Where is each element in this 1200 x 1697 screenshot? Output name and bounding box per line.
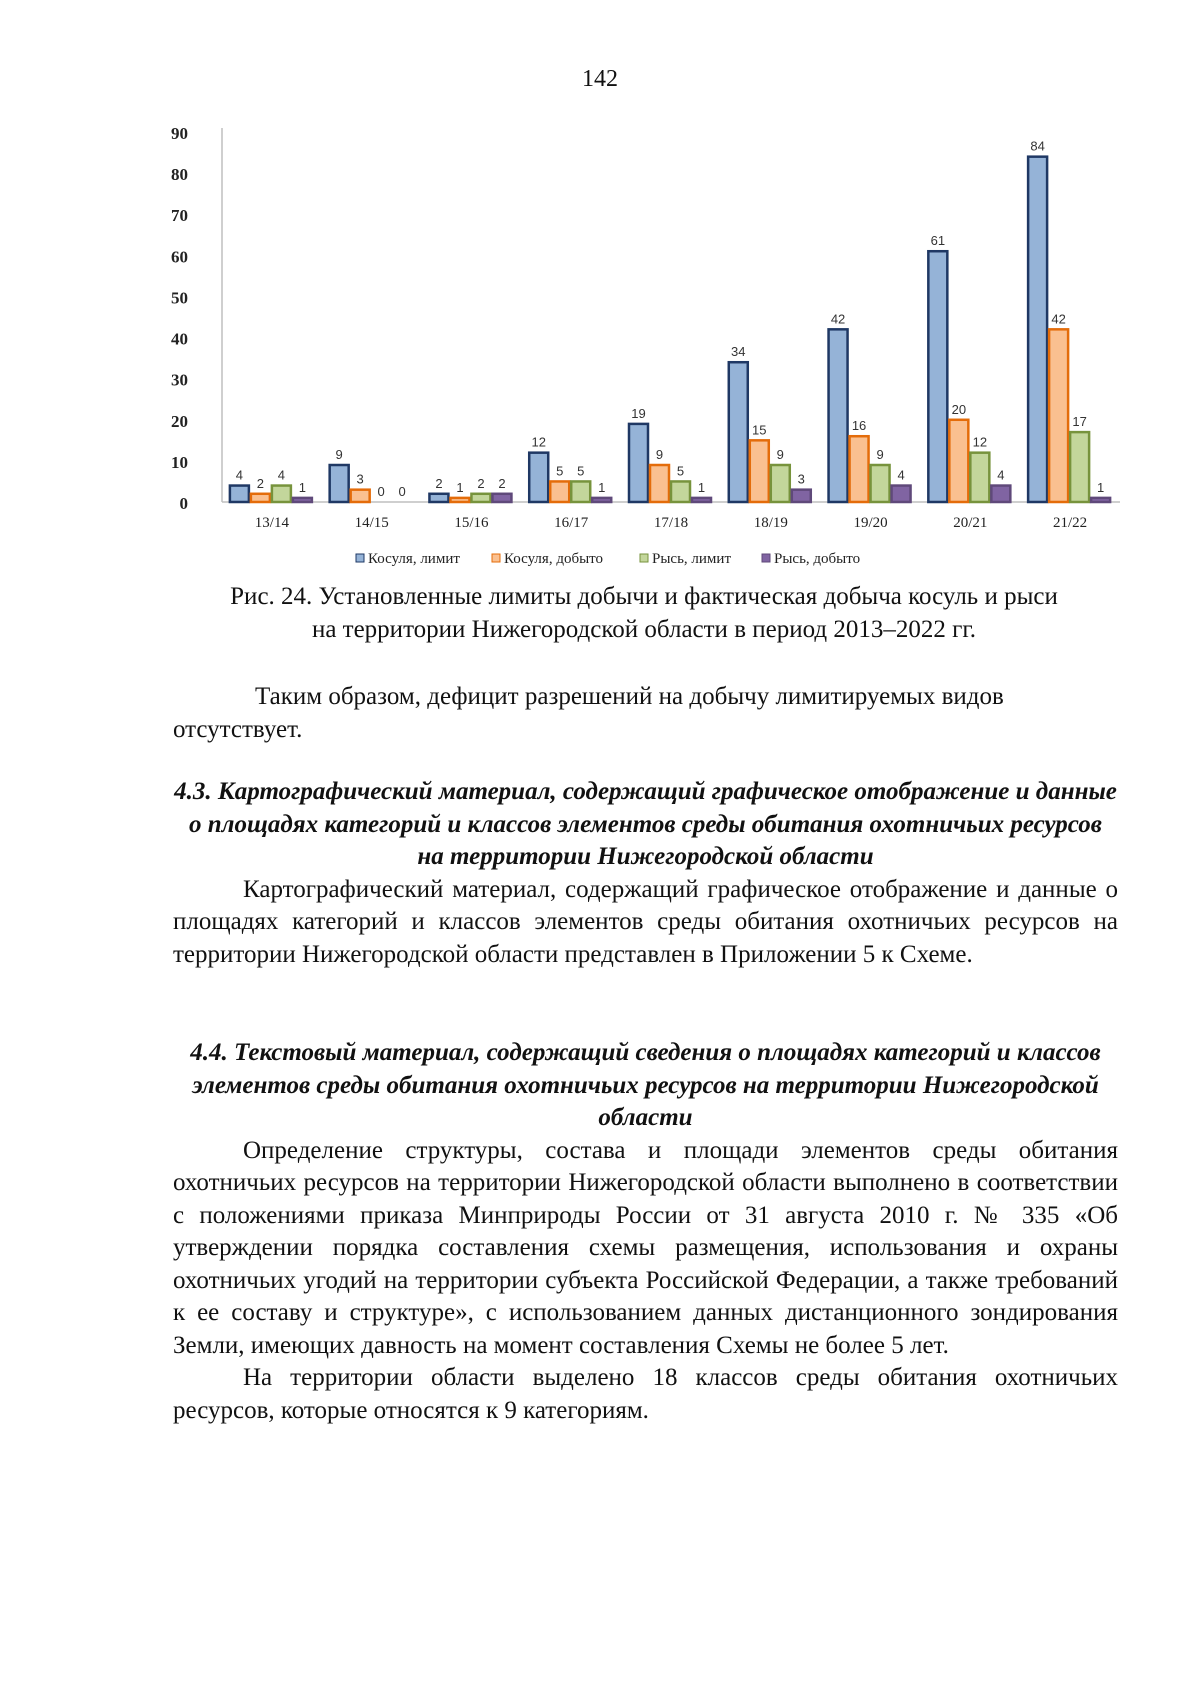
data-label: 1 <box>456 479 464 495</box>
data-label: 2 <box>498 475 506 491</box>
bar <box>571 481 590 502</box>
x-tick-label: 15/16 <box>454 515 489 531</box>
bar <box>272 486 291 502</box>
legend-swatch <box>762 554 770 562</box>
data-label: 16 <box>851 418 867 434</box>
y-tick-label: 20 <box>171 411 188 431</box>
data-label: 4 <box>235 467 244 483</box>
data-label: 19 <box>631 405 646 421</box>
conclusion-line-2: отсутствует. <box>173 715 303 743</box>
figure-caption <box>170 580 1118 646</box>
chart-svg <box>170 110 1130 575</box>
bar <box>351 490 370 502</box>
data-label: 15 <box>752 422 767 438</box>
legend-swatch <box>492 554 500 562</box>
legend-label: Рысь, лимит <box>652 551 732 567</box>
caption-line-2: на территории Нижегородской области в период 2013–2022 гг. <box>311 616 977 643</box>
bar <box>592 498 611 502</box>
conclusion-line-1: Таким образом, дефицит разрешений на добычу лимитируемых видов <box>255 683 1004 710</box>
legend-label: Косуля, добыто <box>504 551 604 567</box>
bar-chart <box>170 110 1130 575</box>
bar <box>1070 432 1089 502</box>
bar <box>330 465 349 502</box>
bar <box>1028 157 1047 502</box>
legend-label: Рысь, добыто <box>774 551 861 567</box>
bar <box>850 436 869 502</box>
bar <box>450 498 469 502</box>
bar <box>429 494 448 502</box>
bar <box>729 362 748 502</box>
bar <box>991 486 1010 502</box>
x-tick-label: 20/21 <box>953 515 988 531</box>
section-4-4-body-2: На территории области выделено 18 классов среды обитания охотничьих ресурсов, которые относятся к 9 категориям. <box>173 1364 1118 1424</box>
conclusion-paragraph <box>173 681 1118 746</box>
y-tick-label: 80 <box>171 165 188 185</box>
x-tick-label: 14/15 <box>354 515 389 531</box>
data-label: 5 <box>577 463 585 479</box>
bar <box>829 329 848 502</box>
bar <box>529 453 548 502</box>
legend-swatch <box>640 554 648 562</box>
data-label: 4 <box>997 467 1005 483</box>
bar <box>1091 498 1110 502</box>
bar <box>1049 329 1068 502</box>
data-label: 5 <box>556 463 564 479</box>
bar <box>293 498 312 502</box>
data-label: 1 <box>1096 479 1105 495</box>
bar <box>492 494 511 502</box>
x-tick-label: 17/18 <box>653 515 689 531</box>
bar <box>771 465 790 502</box>
bar <box>471 494 490 502</box>
data-label: 61 <box>930 233 946 249</box>
data-label: 4 <box>277 467 286 483</box>
y-tick-label: 70 <box>171 206 188 226</box>
bar <box>671 481 690 502</box>
y-tick-label: 0 <box>179 494 188 513</box>
x-tick-label: 18/19 <box>753 515 788 531</box>
caption-line-1: Рис. 24. Установленные лимиты добычи и фактическая добыча косуль и рыси <box>230 583 1058 610</box>
bar <box>892 486 911 502</box>
legend-swatch <box>356 554 364 562</box>
data-label: 5 <box>676 463 685 479</box>
section-4-3-body: Картографический материал, содержащий графическое отображение и данные о площадях категорий и классов элементов среды обитания охотничьих ресурсов на территории Нижегородской области представлен в Приложении 5 к Схеме. <box>173 875 1118 968</box>
y-tick-label: 10 <box>171 452 188 472</box>
y-tick-label: 60 <box>171 247 188 267</box>
bar <box>970 453 989 502</box>
data-label: 2 <box>256 475 265 491</box>
section-4-3 <box>173 776 1118 971</box>
data-label: 9 <box>876 447 884 462</box>
y-tick-label: 90 <box>171 124 188 143</box>
data-label: 9 <box>776 447 784 462</box>
data-label: 84 <box>1030 138 1045 154</box>
y-tick-label: 40 <box>171 329 188 349</box>
data-label: 1 <box>298 479 307 495</box>
data-label: 2 <box>435 475 443 491</box>
section-4-4 <box>173 1037 1118 1427</box>
bar <box>949 420 968 502</box>
data-label: 0 <box>398 484 406 499</box>
data-label: 0 <box>377 484 385 499</box>
data-label: 34 <box>731 344 746 360</box>
data-label: 20 <box>951 401 967 417</box>
data-label: 42 <box>830 311 846 327</box>
y-tick-label: 50 <box>171 288 188 308</box>
data-label: 1 <box>598 479 606 495</box>
bar <box>650 465 669 502</box>
data-label: 9 <box>335 447 343 462</box>
data-label: 9 <box>655 447 664 462</box>
legend-label: Косуля, лимит <box>368 551 460 567</box>
data-label: 4 <box>897 467 905 483</box>
y-tick-label: 30 <box>171 370 188 390</box>
x-tick-label: 21/22 <box>1053 515 1088 531</box>
bar <box>928 251 947 502</box>
data-label: 12 <box>531 434 546 450</box>
section-4-4-body-1: Определение структуры, состава и площади элементов среды обитания охотничьих ресурсов на территории Нижегородской области выполнено в соответствии с положениями приказа Минприроды России от 31 августа 2010 г. № 335 «Об утверждении порядка составления схемы размещения, использования и охраны охотничьих угодий на территории субъекта Российской Федерации, а также требований к ее составу и структуре», с использованием данных дистанционного зондирования Земли, имеющих давность на момент составления Схемы не более 5 лет. <box>173 1136 1118 1359</box>
bar <box>792 490 811 502</box>
bar <box>629 424 648 502</box>
bar <box>692 498 711 502</box>
data-label: 3 <box>356 471 364 487</box>
x-tick-label: 19/20 <box>853 515 888 531</box>
x-tick-label: 13/14 <box>254 515 289 531</box>
page-number: 142 <box>582 66 618 92</box>
data-label: 42 <box>1051 311 1066 327</box>
data-label: 1 <box>697 479 706 495</box>
data-label: 17 <box>1072 414 1087 430</box>
x-tick-label: 16/17 <box>554 515 589 531</box>
bar <box>230 486 249 502</box>
section-4-4-heading: 4.4. Текстовый материал, содержащий сведения о площадях категорий и классов элементов среды обитания охотничьих ресурсов на территории Нижегородской области <box>190 1039 1101 1131</box>
data-label: 3 <box>797 471 805 487</box>
data-label: 2 <box>477 475 485 491</box>
bar <box>550 481 569 502</box>
bar <box>251 494 270 502</box>
bar <box>750 440 769 502</box>
data-label: 12 <box>972 434 988 450</box>
bar <box>871 465 890 502</box>
section-4-3-heading: 4.3. Картографический материал, содержащий графическое отображение и данные о площадях категорий и классов элементов среды обитания охотничьих ресурсов на территории Нижегородской области <box>174 778 1117 870</box>
